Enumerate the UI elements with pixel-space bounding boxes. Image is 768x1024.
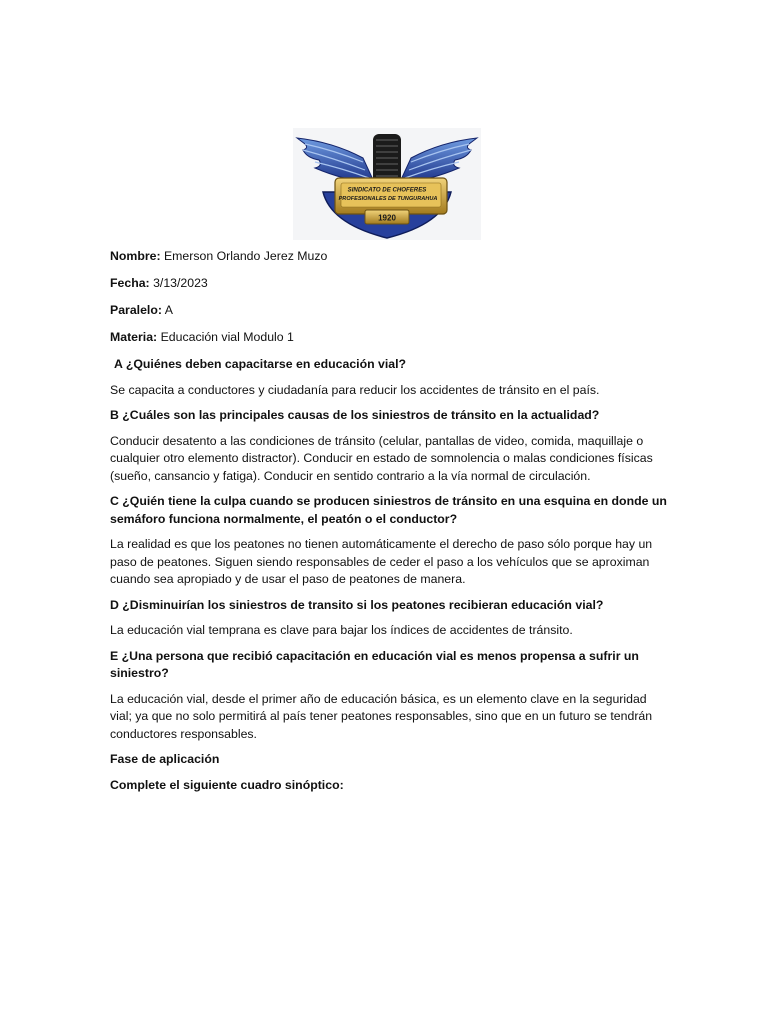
question-e: E ¿Una persona que recibió capacitación en educación vial es menos propensa a sufrir un siniestro? — [110, 648, 639, 680]
answer-a: Se capacita a conductores y ciudadanía para reducir los accidentes de tránsito en el país. — [110, 382, 600, 397]
logo-line-1: SINDICATO DE CHOFERES — [347, 186, 427, 194]
question-d: D ¿Disminuirían los siniestros de transito si los peatones recibieran educación vial? — [110, 597, 604, 612]
materia-label: Materia: — [110, 330, 158, 344]
paralelo-line — [110, 302, 670, 320]
date-label: Fecha: — [110, 276, 150, 290]
date-value: 3/13/2023 — [153, 276, 208, 290]
logo-year: 1920 — [378, 213, 396, 223]
answer-d: La educación vial temprana es clave para bajar los índices de accidentes de tránsito. — [110, 623, 573, 637]
paralelo-label: Paralelo: — [110, 303, 162, 317]
materia-value: Educación vial Modulo 1 — [160, 330, 294, 344]
name-line — [110, 248, 670, 266]
name-value: Emerson Orlando Jerez Muzo — [163, 249, 328, 263]
answer-e: La educación vial, desde el primer año de educación básica, es un elemento clave en la seguridad vial; ya que no solo permitirá al país tener peatones responsables, sino que en un futuro se tendrán conductores responsables. — [110, 691, 653, 741]
union-logo — [293, 128, 481, 240]
document-body — [110, 248, 670, 802]
question-b: B ¿Cuáles son las principales causas de los siniestros de tránsito en la actualidad? — [110, 408, 600, 422]
paralelo-value: A — [164, 303, 173, 317]
answer-c: La realidad es que los peatones no tienen automáticamente el derecho de paso sólo porque hay un paso de peatones. Siguen siendo responsables de ceder el paso a los vehículos que se aproximan cuando sea apropiado y de usar el paso de peatones de manera. — [110, 537, 653, 586]
date-line — [110, 275, 670, 293]
phase-heading: Fase de aplicación — [110, 752, 220, 766]
instruction-line: Complete el siguiente cuadro sinóptico: — [110, 777, 344, 792]
question-c: C ¿Quién tiene la culpa cuando se producen siniestros de tránsito en una esquina en donde un semáforo funciona normalmente, el peatón o el conductor? — [110, 494, 667, 526]
union-logo-graphic — [293, 128, 481, 240]
name-label: Nombre: — [110, 249, 161, 263]
answer-b: Conducir desatento a las condiciones de tránsito (celular, pantallas de video, comida, maquillaje o cualquier otro elemento distractor). Conducir en estado de somnolencia o malas condiciones físicas (sueño, cansancio y fatiga). Conducir en sentido contrario a la vía normal de circulación. — [110, 433, 653, 483]
materia-line — [110, 329, 670, 347]
question-a: A ¿Quiénes deben capacitarse en educación vial? — [114, 357, 407, 371]
logo-line-2: PROFESIONALES DE TUNGURAHUA — [338, 196, 438, 202]
